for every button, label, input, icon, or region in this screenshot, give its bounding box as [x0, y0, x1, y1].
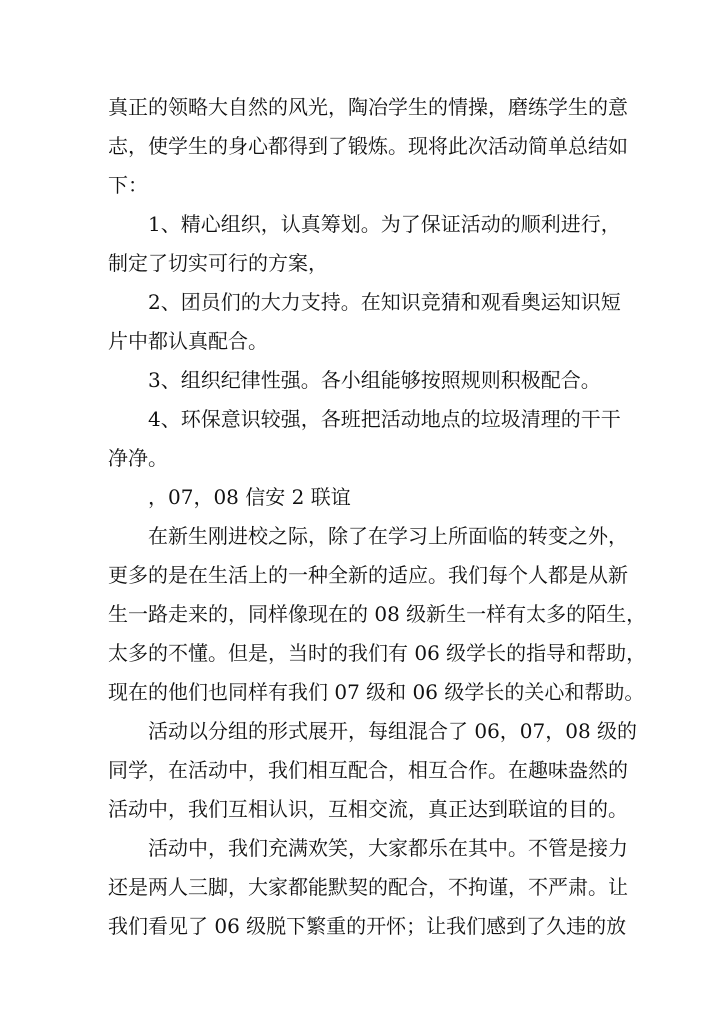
text-line: 更多的是在生活上的一种全新的适应。我们每个人都是从新: [108, 563, 628, 587]
section-heading: ，07，08 信安 2 联谊: [148, 485, 351, 509]
text-line: 活动以分组的形式展开，每组混合了 06，07，08 级的: [148, 719, 638, 743]
text-line: 同学，在活动中，我们相互配合，相互合作。在趣味盎然的: [108, 758, 628, 782]
text-line: 生一路走来的，同样像现在的 08 级新生一样有太多的陌生，: [108, 602, 647, 626]
text-line: 净净。: [108, 446, 168, 470]
text-line: 真正的领略大自然的风光，陶冶学生的情操，磨练学生的意: [108, 95, 628, 119]
text-line: 活动中，我们充满欢笑，大家都乐在其中。不管是接力: [148, 836, 628, 860]
text-line: 2、团员们的大力支持。在知识竞猜和观看奥运知识短: [148, 290, 621, 314]
document-body: [108, 88, 647, 946]
text-line: 在新生刚进校之际，除了在学习上所面临的转变之外，: [148, 524, 628, 548]
text-line: 下：: [108, 173, 148, 197]
text-line: 制定了切实可行的方案，: [108, 251, 328, 275]
text-line: 3、组织纪律性强。各小组能够按照规则积极配合。: [148, 368, 601, 392]
text-line: 现在的他们也同样有我们 07 级和 06 级学长的关心和帮助。: [108, 680, 645, 704]
text-line: 我们看见了 06 级脱下繁重的开怀；让我们感到了久违的放: [108, 914, 627, 938]
text-line: 活动中，我们互相认识，互相交流，真正达到联谊的目的。: [108, 797, 628, 821]
text-line: 还是两人三脚，大家都能默契的配合，不拘谨，不严肃。让: [108, 875, 628, 899]
text-line: 4、环保意识较强，各班把活动地点的垃圾清理的干干: [148, 407, 621, 431]
text-line: 片中都认真配合。: [108, 329, 268, 353]
text-line: 太多的不懂。但是，当时的我们有 06 级学长的指导和帮助，: [108, 641, 647, 665]
text-line: 志，使学生的身心都得到了锻炼。现将此次活动简单总结如: [108, 134, 628, 158]
text-line: 1、精心组织，认真筹划。为了保证活动的顺利进行，: [148, 212, 621, 236]
